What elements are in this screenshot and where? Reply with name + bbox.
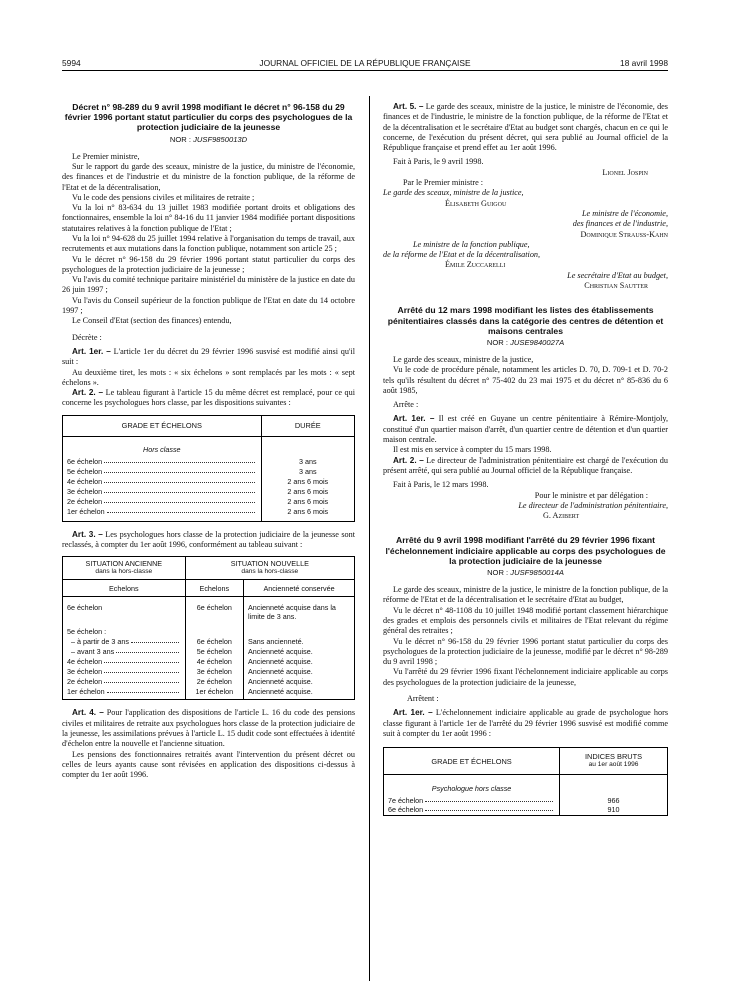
col-indices-bruts: INDICES BRUTS au 1er août 1996 [560, 748, 668, 775]
ministre-fonction-publique: Le ministre de la fonction publique, [413, 239, 530, 249]
arrete1-art2: Art. 2. – Le directeur de l'administration pénitentiaire est chargé de l'exécution du présent arrêté, qui sera publié au Journal officiel de la République française. [383, 455, 668, 475]
decret-art3: Art. 3. – Les psychologues hors classe de la protection judiciaire de la jeunesse sont reclassés, à compter du 1er août 1996, conformément au tableau suivant : [62, 529, 356, 550]
arrete1-fait: Fait à Paris, le 12 mars 1998. [393, 480, 489, 490]
ministre-economie-2: des finances et de l'industrie, [572, 219, 668, 229]
decret-visa-1: Sur le rapport du garde des sceaux, ministre de la justice, du ministre de l'économie, des finances et de l'industrie et du ministre de la fonction publique, de la réforme de l'Etat et de la décentralisation, [62, 161, 355, 192]
decret-art4-b: Les pensions des fonctionnaires retraités avant l'intervention du présent décret ou celles de leurs ayants cause sont révisées en application des dispositions ci-dessus à compter du 1er août 1996. [62, 749, 355, 780]
sign-strauss-kahn: Dominique Strauss-Kahn [580, 229, 668, 239]
decret-art1-b: Au deuxième tiret, les mots : « six échelons » sont remplacés par les mots : « sept échelons ». [62, 367, 355, 387]
arrete2-p2: Vu le décret n° 48-1108 du 10 juillet 1948 modifié portant classement hiérarchique des grades et emplois des personnels civils et militaires de l'Etat relevant du régime général des retraites ; [383, 605, 668, 636]
left-column [62, 102, 355, 780]
table1-row: 6e échelon 3 ans [63, 457, 355, 467]
arrete1-arrete: Arrête : [393, 400, 419, 410]
table3-section: Psychologue hors classe [431, 783, 512, 793]
ministre-fonction-publique-2: de la réforme de l'Etat et de la décentralisation, [383, 250, 541, 260]
table3-row: 7e échelon 966 [384, 795, 668, 805]
arrete1-p1: Le garde des sceaux, ministre de la justice, [393, 354, 534, 364]
decret-fait: Fait à Paris, le 9 avril 1998. [393, 157, 484, 167]
decret-visa-5: Vu le décret n° 96-158 du 29 février 1996 portant statut particulier du corps des psychologues de la protection judiciaire de la jeunesse ; [62, 254, 355, 274]
arrete2-p1: Le garde des sceaux, ministre de la justice, le ministre de la fonction publique, de la réforme de l'Etat et de la décentralisation et le secrétaire d'Etat au budget, [383, 585, 668, 605]
table1-row: 2e échelon 2 ans 6 mois [63, 497, 355, 507]
ministre-economie: Le ministre de l'économie, [581, 208, 668, 218]
sub-echelons-old: Echelons [109, 583, 139, 593]
arrete1-art1: Art. 1er. – Il est créé en Guyane un centre pénitentiaire à Rémire-Montjoly, constitué d'un quartier maison d'arrêt, d'un quartier centre de détention et d'un quartier maison centrale. [383, 414, 668, 445]
table2-row: 2e échelon 2e échelon Ancienneté acquise. [63, 676, 355, 686]
decret-art5: Art. 5. – Le garde des sceaux, ministre de la justice, le ministre de l'économie, des finances et de l'industrie, le ministre de la fonction publique, de la réforme de l'Etat et de la décentralisation et le secrétaire d'Etat au budget sont chargés, chacun en ce qui le concerne, de l'exécution du présent décret, qui sera publié au Journal officiel de la République française et prend effet au 1er août 1996. [383, 102, 668, 153]
table-indices [383, 747, 668, 816]
col-situation-ancienne: SITUATION ANCIENNE dans la hors-classe [85, 559, 163, 576]
arrete2-nor: NOR : JUSF9850014A [487, 568, 564, 578]
decret-visa-2: Vu le code des pensions civiles et militaires de retraite ; [72, 192, 255, 202]
decret-visa-8: Le Conseil d'Etat (section des finances) entendu, [72, 316, 232, 326]
column-divider [369, 96, 370, 981]
decret-art2: Art. 2. – Le tableau figurant à l'article 15 du même décret est remplacé, pour ce qui concerne les psychologues hors classe, par les dispositions suivantes : [62, 388, 355, 408]
table3-row: 6e échelon 910 [384, 805, 668, 815]
table2-row: 1er échelon 1er échelon Ancienneté acquise. [63, 686, 355, 696]
decret-nor: NOR : JUSF9850013D [169, 134, 248, 144]
arrete1-directeur: Le directeur de l'administration pénitentiaire, [518, 500, 668, 510]
table2-row: – avant 3 ans 5e échelon Ancienneté acquise. [63, 646, 355, 656]
arrete1-nor: NOR : JUSE9840027A [486, 337, 565, 347]
arrete2-p4: Vu l'arrêté du 29 février 1996 fixant l'échelonnement indiciaire applicable au corps des psychologues de la protection judiciaire de la jeunesse, [383, 667, 668, 687]
sign-guigou: Élisabeth Guigou [445, 198, 507, 208]
decret-art4: Art. 4. – Pour l'application des dispositions de l'article L. 16 du code des pensions civiles et militaires de retraite aux psychologues hors classe de la protection judiciaire de la jeunesse, les assimilations prévues à l'article L. 15 dudit code sont effectuées à identité d'échelon entre la nouvelle et l'ancienne situation. [62, 708, 356, 749]
sign-sautter: Christian Sautter [584, 281, 648, 291]
col-situation-nouvelle: SITUATION NOUVELLE dans la hors-classe [185, 557, 354, 580]
arrete1-title: Arrêté du 12 mars 1998 modifiant les listes des établissements pénitentiaires classés dans la catégorie des centres de détention et maisons centrales [387, 305, 664, 336]
sub-echelons-new: Echelons [185, 580, 243, 597]
table-reclassement [62, 556, 355, 700]
decret-intro: Le Premier ministre, [72, 151, 140, 161]
running-header [62, 58, 668, 71]
arrete2-arretent: Arrêtent : [407, 693, 439, 703]
table2-row-6: 6e échelon 6e échelon Ancienneté acquise dans la limite de 3 ans. [63, 603, 355, 621]
arrete1-pour: Pour le ministre et par délégation : [534, 490, 648, 500]
col-grade: GRADE ET ÉCHELONS [63, 415, 262, 436]
decret-art1: Art. 1er. – L'article 1er du décret du 29 février 1996 susvisé est modifié ainsi qu'il suit : [62, 346, 356, 367]
table2-row-5-head: 5e échelon : [63, 627, 355, 636]
right-column [383, 102, 668, 816]
par-premier-ministre: Par le Premier ministre : [403, 178, 484, 188]
sign-zuccarelli: Émile Zuccarelli [445, 260, 506, 270]
table2-row: – à partir de 3 ans 6e échelon Sans ancienneté. [63, 636, 355, 646]
arrete1-p2: Vu le code de procédure pénale, notamment les articles D. 70, D. 709-1 et D. 70-2 tels qu'ils résultent du décret n° 75-402 du 23 mai 1975 et du décret n° 85-836 du 6 août 1985, [383, 365, 668, 395]
col-duree: DURÉE [261, 415, 354, 436]
decret-title: Décret n° 98-289 du 9 avril 1998 modifiant le décret n° 96-158 du 29 février 1996 portant statut particulier du corps des psychologues de la protection judiciaire de la jeunesse [64, 102, 353, 133]
table1-row: 4e échelon 2 ans 6 mois [63, 477, 355, 487]
sign-azibert: G. Azibert [543, 511, 580, 521]
secretaire-budget: Le secrétaire d'Etat au budget, [567, 270, 668, 280]
table-durees [62, 415, 355, 522]
page-number: 5994 [62, 58, 81, 68]
decret-visa-3: Vu la loi n° 83-634 du 13 juillet 1983 modifiée portant droits et obligations des fonctionnaires, ensemble la loi n° 84-16 du 11 janvier 1984 modifiée portant dispositions statutaires relatives à la fonction publique de l'Etat ; [62, 203, 355, 233]
issue-date: 18 avril 1998 [620, 58, 668, 68]
arrete2-title: Arrêté du 9 avril 1998 modifiant l'arrêté du 29 février 1996 fixant l'échelonnement indiciaire applicable au corps des psychologues de la protection judiciaire de la jeunesse [385, 535, 666, 566]
sign-jospin: Lionel Jospin [602, 167, 648, 177]
arrete1-art1-b: Il est mis en service à compter du 15 mars 1998. [393, 445, 552, 455]
decret-decrete: Décrète : [72, 332, 102, 342]
table1-row: 3e échelon 2 ans 6 mois [63, 487, 355, 497]
table1-row: 5e échelon 3 ans [63, 467, 355, 477]
table2-row: 4e échelon 4e échelon Ancienneté acquise. [63, 656, 355, 666]
col-grade-echelons: GRADE ET ÉCHELONS [384, 748, 560, 775]
garde-des-sceaux: Le garde des sceaux, ministre de la justice, [383, 188, 524, 198]
sub-anciennete: Ancienneté conservée [244, 580, 355, 597]
table1-row: 1er échelon 2 ans 6 mois [63, 507, 355, 517]
arrete2-p3: Vu le décret n° 96-158 du 29 février 1996 portant statut particulier du corps des psychologues de la protection judiciaire de la jeunesse, modifié par le décret n° 98-289 du 9 avril 1998 ; [383, 636, 668, 667]
decret-visa-4: Vu la loi n° 94-628 du 25 juillet 1994 relative à l'organisation du temps de travail, aux recrutements et aux mutations dans la fonction publique, notamment son article 25 ; [62, 233, 355, 254]
decret-visa-7: Vu l'avis du Conseil supérieur de la fonction publique de l'Etat en date du 14 octobre 1997 ; [62, 295, 355, 316]
table1-section: Hors classe [143, 445, 181, 455]
journal-title: JOURNAL OFFICIEL DE LA RÉPUBLIQUE FRANÇAISE [259, 58, 471, 68]
table2-row: 3e échelon 3e échelon Ancienneté acquise. [63, 666, 355, 676]
decret-visa-6: Vu l'avis du comité technique paritaire ministériel du ministère de la justice en date du 26 juin 1997 ; [62, 275, 355, 295]
arrete2-art1: Art. 1er. – L'échelonnement indiciaire applicable au grade de psychologue hors classe figurant à l'article 1er de l'arrêté du 29 février 1996 susvisé est modifié comme suit à compter du 1er août 1996 : [383, 708, 669, 738]
